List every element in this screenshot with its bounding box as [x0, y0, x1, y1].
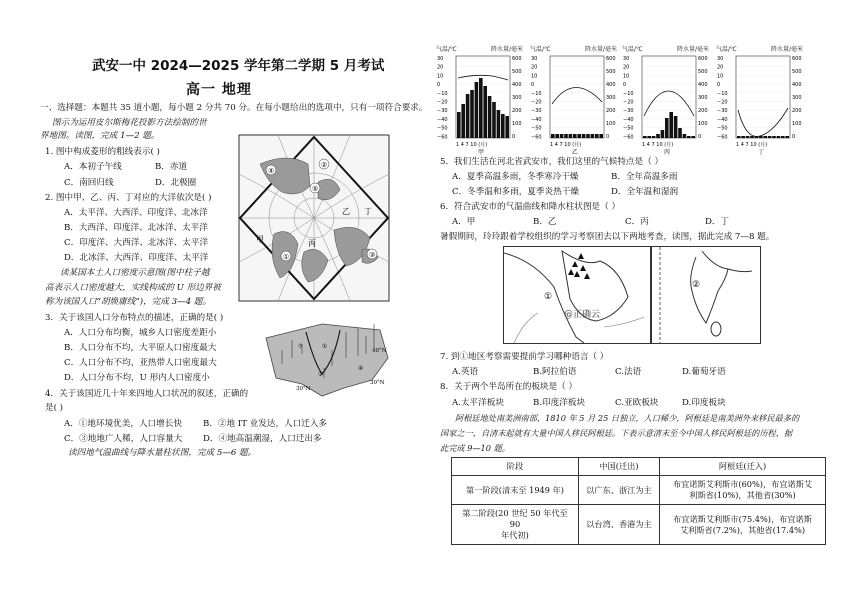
- svg-text:100: 100: [606, 121, 616, 127]
- climate-chart-bing: 气温/℃ 降水量/毫米 30 20 10 0 −10 −20 −30 −40 −50 −60 600 500 400 300 200 100 0 1 4 7 10 (月) 丙: [622, 44, 714, 156]
- svg-text:300: 300: [606, 95, 616, 101]
- q4-option-b[interactable]: B．②地 IT 业发达，人口迁入多: [203, 419, 328, 429]
- svg-text:−40: −40: [437, 116, 448, 123]
- svg-text:−30: −30: [623, 108, 634, 115]
- svg-text:400: 400: [792, 82, 802, 88]
- climate-chart-ding: 气温/℃ 降水量/毫米 30 20 10 0 −10 −20 −30 −40 −50 −60 600 500 400 300 200 100 0 1 4 7 10 (月) 丁: [716, 44, 808, 156]
- migration-table: [451, 457, 826, 545]
- svg-text:30: 30: [717, 56, 724, 62]
- svg-text:−20: −20: [437, 99, 448, 106]
- svg-text:−50: −50: [623, 125, 634, 132]
- q3-option-b[interactable]: B．人口分布不均，大平原人口密度最大: [64, 343, 217, 353]
- svg-text:−30: −30: [531, 108, 542, 115]
- svg-text:1 4 7 10 (月): 1 4 7 10 (月): [642, 142, 674, 148]
- svg-text:600: 600: [606, 56, 616, 62]
- svg-text:400: 400: [698, 82, 708, 88]
- svg-text:−20: −20: [717, 99, 728, 106]
- q7-stem: 7. 到①地区考察需要提前学习哪种语言（ ）: [440, 352, 609, 362]
- svg-text:−10: −10: [623, 90, 634, 97]
- svg-text:−30: −30: [437, 108, 448, 115]
- svg-text:②: ②: [318, 371, 324, 378]
- climate-jia-plot: [436, 52, 528, 156]
- svg-text:−10: −10: [717, 90, 728, 97]
- q1-option-d[interactable]: D．北极圈: [155, 178, 197, 188]
- table-cell-stage-2: 第二阶段(20 世纪 50 年代至 90 年代初): [452, 505, 579, 545]
- peninsula-label-1: ①: [544, 292, 553, 302]
- svg-text:−20: −20: [531, 99, 542, 106]
- section-intro: 一、选择题：本题共 35 道小题，每小题 2 分共 70 分。在每小题给出的选项中，只有一项符合要求。: [40, 103, 428, 113]
- pop-intro-line2: 高表示人口密度越大，实线构成的 U 形边界被: [45, 283, 221, 293]
- q4-option-c[interactable]: C．③地地广人稀，人口容量大: [64, 434, 183, 444]
- watermark-text: @正确云: [564, 310, 601, 320]
- svg-text:−60: −60: [717, 134, 728, 141]
- argentina-intro-line2: 国家之一，自清末起就有大量中国人移民阿根廷。下表示意清末至今中国人移民阿根廷的历程，据: [440, 428, 793, 438]
- table-row: [452, 505, 826, 545]
- q8-option-a[interactable]: A.太平洋板块: [452, 398, 504, 408]
- q6-option-c[interactable]: C．丙: [625, 217, 649, 227]
- svg-text:400: 400: [606, 82, 616, 88]
- svg-text:−40: −40: [531, 116, 542, 123]
- svg-text:500: 500: [606, 69, 616, 75]
- svg-text:−40: −40: [717, 116, 728, 123]
- q3-option-c[interactable]: C．人口分布不均，亚热带人口密度最大: [64, 358, 217, 368]
- svg-text:0: 0: [512, 134, 516, 140]
- q1-option-b[interactable]: B．赤道: [155, 162, 188, 172]
- svg-text:−10: −10: [531, 90, 542, 97]
- q1-option-c[interactable]: C．南回归线: [64, 178, 114, 188]
- svg-text:③: ③: [298, 343, 304, 350]
- table-row: [452, 476, 826, 505]
- q2-option-c[interactable]: C．印度洋、大西洋、北冰洋、太平洋: [64, 238, 209, 248]
- population-density-map: [262, 318, 390, 398]
- page-title: 武安一中 2024—2025 学年第二学期 5 月考试: [92, 58, 385, 74]
- svg-text:20: 20: [623, 64, 630, 71]
- map-label-4: ④: [268, 167, 275, 175]
- peninsula-label-2: ②: [692, 280, 701, 290]
- table-cell-stage-1: 第一阶段(清末至 1949 年): [452, 476, 579, 505]
- svg-text:20: 20: [437, 64, 444, 71]
- q7-option-d[interactable]: D.葡萄牙语: [682, 367, 726, 377]
- svg-text:600: 600: [792, 56, 802, 62]
- q8-option-d[interactable]: D.印度板块: [682, 398, 726, 408]
- q5-option-a[interactable]: A．夏季高温多雨，冬季寒冷干燥: [452, 172, 579, 182]
- svg-text:400: 400: [512, 82, 522, 88]
- svg-text:200: 200: [512, 108, 522, 114]
- svg-text:30: 30: [437, 56, 444, 62]
- q7-option-c[interactable]: C.法语: [615, 367, 642, 377]
- svg-text:④: ④: [358, 365, 364, 372]
- peninsula-map-2: [651, 246, 761, 344]
- map-label-3: ③: [369, 251, 376, 259]
- table-header-china: 中国(迁出): [579, 458, 660, 476]
- q2-stem: 2. 图中甲、乙、丙、丁对应的大洋依次是( ): [45, 193, 212, 203]
- q6-stem: 6．符合武安市的气温曲线和降水柱状图是（ ）: [440, 202, 621, 212]
- svg-text:10: 10: [623, 73, 630, 80]
- q6-option-d[interactable]: D．丁: [705, 217, 730, 227]
- q4-option-d[interactable]: D．④地高温潮湿，人口迁出多: [203, 434, 322, 444]
- argentina-intro-line1: 阿根廷地处南美洲南部，1810 年 5 月 25 日独立，人口稀少，阿根廷是南美洲外来移民最多的: [455, 413, 800, 423]
- q6-option-a[interactable]: A．甲: [452, 217, 476, 227]
- pop-intro-line1: 读某国本土人口密度示意图(图中柱子越: [60, 268, 210, 278]
- table-cell-argentina-1: 布宜诺斯艾利斯市(60%)，布宜诺斯艾 利斯省(10%)，其他省(30%): [660, 476, 826, 505]
- svg-text:30: 30: [531, 56, 538, 62]
- svg-text:−60: −60: [623, 134, 634, 141]
- table-header-argentina: 阿根廷(迁入): [660, 458, 826, 476]
- q3-stem: 3．关于该国人口分布特点的描述，正确的是( ): [45, 313, 224, 323]
- q1-stem: 1. 图中构成菱形的粗线表示( ): [45, 147, 160, 157]
- map-intro-line2: 界地图。读图，完成 1—2 题。: [40, 131, 160, 141]
- svg-text:0: 0: [606, 134, 610, 140]
- q7-option-b[interactable]: B.阿拉伯语: [533, 367, 577, 377]
- svg-text:500: 500: [698, 69, 708, 75]
- svg-text:0: 0: [698, 134, 702, 140]
- svg-text:−50: −50: [531, 125, 542, 132]
- svg-text:乙: 乙: [572, 149, 579, 156]
- q2-option-b[interactable]: B．大西洋、印度洋、北冰洋、太平洋: [64, 223, 208, 233]
- svg-text:丙: 丙: [664, 149, 671, 156]
- map-label-5: ⑤: [312, 185, 319, 193]
- climate-chart-jia: 气温/℃ 降水量/毫米 30 20 10 0 −10 −20 −30 −40 −50 −60 600 500 400 300 200 100 0 1 4 7 10 (月) 甲: [436, 44, 528, 156]
- svg-text:200: 200: [792, 108, 802, 114]
- lat-label-30n-left: 30°N: [296, 386, 311, 392]
- svg-text:0: 0: [623, 82, 627, 89]
- q2-option-d[interactable]: D．北冰洋、大西洋、印度洋、太平洋: [64, 253, 209, 263]
- q8-option-b[interactable]: B.印度洋板块: [533, 398, 586, 408]
- map-label-jia: 甲: [256, 235, 264, 244]
- svg-text:100: 100: [792, 121, 802, 127]
- svg-text:−40: −40: [623, 116, 634, 123]
- argentina-intro-line3: 此完成 9—10 题。: [440, 443, 510, 453]
- table-cell-china-1: 以广东、浙江为主: [579, 476, 660, 505]
- q5-stem: 5．我们生活在河北省武安市，我们这里的气候特点是（ ）: [440, 157, 664, 167]
- svg-text:甲: 甲: [478, 149, 485, 156]
- svg-text:300: 300: [792, 95, 802, 101]
- svg-text:100: 100: [698, 121, 708, 127]
- svg-text:−50: −50: [717, 125, 728, 132]
- q4-stem-line2: 是( ): [45, 403, 64, 413]
- table-cell-china-2: 以台湾、香港为主: [579, 505, 660, 545]
- svg-text:600: 600: [512, 56, 522, 62]
- trip-intro: 暑假期间，玲玲跟着学校组织的学习考察团去以下两地考查，读图，据此完成 7—8 题。: [440, 232, 775, 242]
- q3-option-a[interactable]: A．人口分布均衡，城乡人口密度差距小: [64, 328, 217, 338]
- q5-option-d[interactable]: D．全年温和湿润: [611, 187, 679, 197]
- q8-option-c[interactable]: C.亚欧板块: [615, 398, 659, 408]
- climate-bing-plot: [622, 52, 714, 156]
- svg-text:0: 0: [437, 82, 441, 89]
- svg-text:0: 0: [717, 82, 721, 89]
- svg-text:−30: −30: [717, 108, 728, 115]
- svg-text:−50: −50: [437, 125, 448, 132]
- svg-text:500: 500: [512, 69, 522, 75]
- climate-intro: 读四地气温曲线与降水量柱状图，完成 5—6 题。: [68, 448, 257, 458]
- page-subtitle: 高一 地理: [186, 82, 252, 98]
- svg-text:10: 10: [717, 73, 724, 80]
- svg-text:600: 600: [698, 56, 708, 62]
- q5-option-b[interactable]: B．全年高温多雨: [611, 172, 678, 182]
- q8-stem: 8．关于两个半岛所在的板块是（ ）: [440, 382, 578, 392]
- map-label-ding: 丁: [364, 207, 372, 216]
- svg-text:丁: 丁: [758, 149, 765, 156]
- peninsula-map-1: [503, 246, 651, 344]
- svg-text:①: ①: [322, 343, 328, 350]
- world-map-figure: [238, 134, 390, 302]
- svg-text:100: 100: [512, 121, 522, 127]
- q7-option-a[interactable]: A.英语: [452, 367, 479, 377]
- map-label-bing: 丙: [308, 239, 316, 248]
- q4-option-a[interactable]: A．①地环境优美，人口增长快: [64, 419, 182, 429]
- q2-option-a[interactable]: A．太平洋、大西洋、印度洋、北冰洋: [64, 208, 208, 218]
- map-label-yi: 乙: [342, 207, 350, 216]
- q6-option-b[interactable]: B．乙: [533, 217, 557, 227]
- svg-text:300: 300: [512, 95, 522, 101]
- svg-text:−60: −60: [437, 134, 448, 141]
- svg-text:−20: −20: [623, 99, 634, 106]
- climate-yi-plot: [530, 52, 622, 156]
- svg-text:1 4 7 10 (月): 1 4 7 10 (月): [456, 142, 488, 148]
- q4-stem-line1: 4．关于该国近几十年来四地人口状况的叙述，正确的: [45, 389, 249, 399]
- table-header-row: [452, 458, 826, 476]
- q3-option-d[interactable]: D．人口分布不均，U 形内人口密度小: [64, 373, 210, 383]
- svg-text:200: 200: [606, 108, 616, 114]
- svg-text:−10: −10: [437, 90, 448, 97]
- lat-label-40n: 40°N: [372, 348, 387, 354]
- svg-text:10: 10: [437, 73, 444, 80]
- svg-text:1 4 7 10 (月): 1 4 7 10 (月): [736, 142, 768, 148]
- svg-text:0: 0: [531, 82, 535, 89]
- svg-text:300: 300: [698, 95, 708, 101]
- svg-text:20: 20: [717, 64, 724, 71]
- svg-text:30: 30: [623, 56, 630, 62]
- q5-option-c[interactable]: C．冬季温和多雨，夏季炎热干燥: [452, 187, 579, 197]
- table-header-stage: 阶段: [452, 458, 579, 476]
- svg-text:0: 0: [792, 134, 796, 140]
- q1-option-a[interactable]: A．本初子午线: [64, 162, 122, 172]
- pop-intro-line3: 称为该国人口“胡焕庸线”)，完成 3—4 题。: [45, 297, 212, 307]
- svg-text:−60: −60: [531, 134, 542, 141]
- svg-text:500: 500: [792, 69, 802, 75]
- map-label-2: ②: [321, 161, 328, 169]
- map-label-1: ①: [283, 253, 290, 261]
- map-intro-line1: 图示为运用皮尔斯梅花投影方法绘制的世: [52, 118, 207, 128]
- climate-ding-plot: [716, 52, 808, 156]
- lat-label-30n-right: 30°N: [370, 380, 385, 386]
- table-cell-argentina-2: 布宜诺斯艾利斯市(75.4%)，布宜诺斯 艾利斯省(7.2%)，其他省(17.4%): [660, 505, 826, 545]
- climate-chart-yi: 气温/℃ 降水量/毫米 30 20 10 0 −10 −20 −30 −40 −50 −60 600 500 400 300 200 100 0 1 4 7 10 (月) 乙: [530, 44, 622, 156]
- svg-text:10: 10: [531, 73, 538, 80]
- svg-text:200: 200: [698, 108, 708, 114]
- svg-text:1 4 7 10 (月): 1 4 7 10 (月): [550, 142, 582, 148]
- svg-text:20: 20: [531, 64, 538, 71]
